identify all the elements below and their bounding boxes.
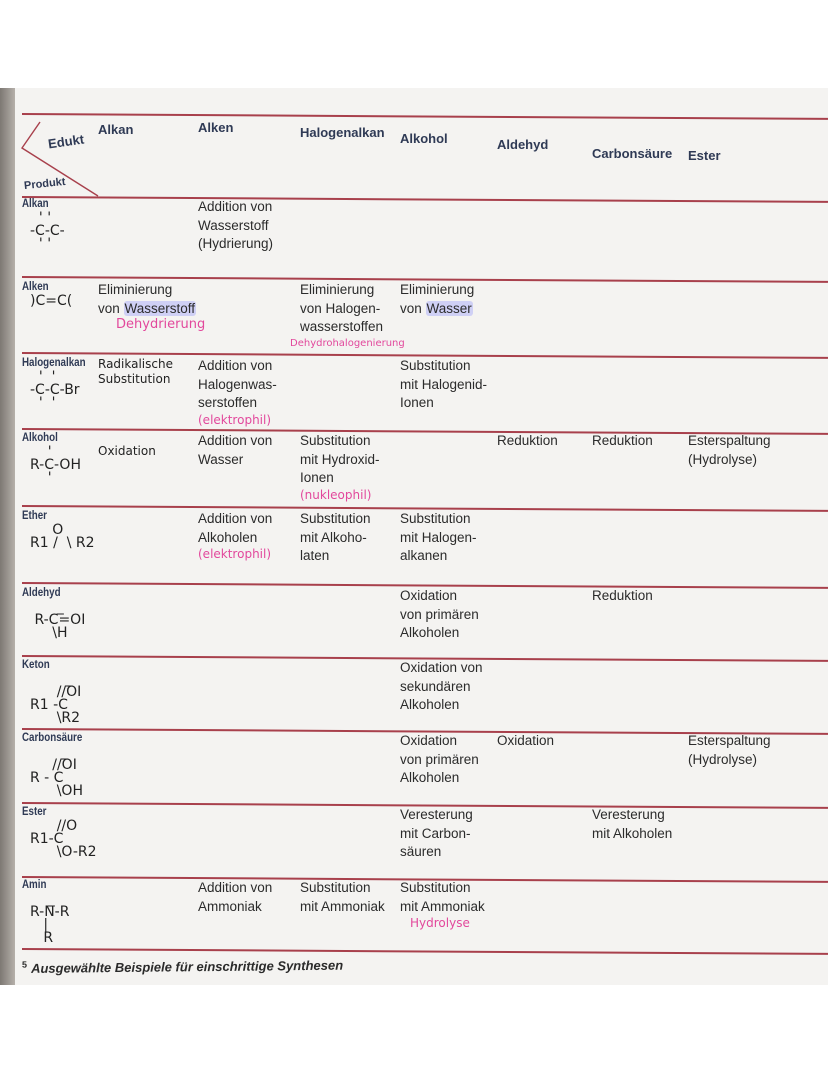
reaction-text-line: Eliminierung: [300, 282, 375, 297]
reaction-cell: [300, 879, 385, 916]
reaction-text-line: Alkoholen: [400, 770, 460, 785]
reaction-text-line: mit Ammoniak: [400, 898, 485, 914]
reaction-text-line: Oxidation: [497, 733, 555, 748]
row-label: Ether: [22, 510, 47, 522]
reaction-cell: [98, 357, 173, 387]
reaction-text-line: Oxidation von: [400, 660, 483, 675]
structural-formula: ' ' -C-C- ' ': [30, 210, 65, 252]
reaction-text-line: mit Halogenid-: [400, 376, 488, 392]
reaction-text-line: Substitution: [300, 880, 371, 895]
structural-formula: _ R-N-R | R: [30, 891, 70, 946]
reaction-cell: [497, 732, 554, 751]
handwritten-note: (elektrophil): [198, 547, 272, 561]
handwritten-note: (nukleophil): [300, 487, 372, 502]
reaction-text-line: laten: [300, 548, 330, 563]
reaction-cell: [497, 432, 558, 451]
reaction-cell: [300, 510, 371, 566]
reaction-text-line: Addition von: [198, 880, 273, 895]
row-label: Carbonsäure: [22, 732, 83, 744]
reaction-text-line: von primären: [400, 751, 479, 767]
reaction-text-line: wasserstoffen: [300, 319, 384, 334]
reaction-text-line: Addition von: [198, 511, 273, 526]
reaction-text-line: Addition von: [198, 199, 273, 214]
reaction-text-line: mit Hydroxid-: [300, 451, 380, 467]
reaction-text-line: Radikalische: [98, 357, 173, 371]
reaction-cell: [592, 806, 672, 843]
row-label: Alkan: [22, 198, 49, 210]
page-binding-edge: [0, 88, 15, 985]
reaction-text-line: (Hydrolyse): [688, 451, 758, 467]
column-header-aldehyd: Aldehyd: [497, 137, 549, 152]
column-header-ester: Ester: [688, 148, 721, 163]
reaction-text-line: mit Alkoho-: [300, 529, 367, 545]
reaction-text-line: alkanen: [400, 548, 448, 563]
handwritten-note: Dehydrierung: [116, 317, 206, 332]
reaction-text-line: von primären: [400, 606, 479, 622]
column-header-carbonsäure: Carbonsäure: [592, 146, 673, 161]
reaction-text-line: Substitution: [300, 433, 371, 448]
row-label: Ester: [22, 806, 47, 818]
reaction-text-line: Oxidation: [400, 588, 458, 603]
header-produkt: Produkt: [23, 175, 67, 193]
figure-caption: [22, 956, 343, 976]
reaction-cell: [198, 357, 277, 427]
reaction-text-line: Ionen: [400, 395, 434, 410]
row-label: Alkohol: [22, 432, 58, 444]
reaction-cell: [592, 587, 653, 606]
handwritten-note: Dehydrohalogenierung: [290, 337, 405, 349]
reaction-text-line: von Wasser: [400, 300, 472, 316]
reaction-cell: [400, 732, 479, 788]
structural-formula: O R1 / \ R2: [30, 522, 95, 551]
reaction-cell: [400, 587, 479, 643]
row-label: Aldehyd: [22, 587, 61, 599]
row-label: Amin: [22, 879, 47, 891]
reaction-text-line: Ionen: [300, 470, 334, 485]
reaction-text-line: Esterspaltung: [688, 433, 771, 448]
reaction-text-line: Halogenwas-: [198, 376, 277, 392]
reaction-text-line: mit Ammoniak: [300, 898, 385, 914]
row-label: Alken: [22, 281, 49, 293]
reaction-text-line: Reduktion: [592, 588, 653, 603]
reaction-cell: [400, 357, 487, 413]
structural-formula: )C=C(: [30, 293, 73, 309]
reaction-text-line: mit Halogen-: [400, 529, 477, 545]
reaction-text-line: Substitution: [98, 372, 171, 386]
structural-formula: ' R-C-OH ': [30, 444, 81, 486]
reaction-cell: [400, 659, 483, 715]
reaction-text-line: Addition von: [198, 358, 273, 373]
reaction-text-line: Alkoholen: [400, 625, 460, 640]
structural-formula: _ //OI R1 -C \R2: [30, 671, 82, 726]
row-label: Keton: [22, 659, 50, 671]
reaction-cell: [688, 432, 771, 469]
reaction-text-line: Reduktion: [497, 433, 558, 448]
reaction-text-line: serstoffen: [198, 395, 258, 410]
header-edukt: Edukt: [47, 131, 85, 152]
column-header-halogenalkan: Halogenalkan: [300, 125, 385, 140]
column-header-alkan: Alkan: [98, 122, 134, 137]
reaction-text-line: Addition von: [198, 433, 273, 448]
reaction-cell: [300, 432, 380, 502]
reaction-cell: [198, 432, 272, 469]
reaction-cell: [98, 444, 156, 459]
highlighted-text: Wasserstoff: [124, 300, 196, 316]
reaction-text-line: (Hydrolyse): [688, 751, 758, 767]
structural-formula: _ R-C=OI \H: [34, 599, 86, 641]
reaction-text-line: Ammoniak: [198, 898, 262, 914]
reaction-cell: [400, 281, 474, 318]
reaction-text-line: von Wasserstoff: [98, 300, 196, 316]
highlighted-text: Wasser: [426, 300, 472, 316]
reaction-cell: [400, 806, 473, 862]
caption-number: 5: [21, 959, 28, 970]
reaction-text-line: Eliminierung: [400, 282, 475, 297]
reaction-cell: [198, 198, 273, 254]
reaction-text-line: Wasser: [198, 451, 244, 467]
reaction-text-line: mit Alkoholen: [592, 825, 673, 841]
reaction-text-line: Oxidation: [400, 733, 458, 748]
reaction-text-line: mit Carbon-: [400, 825, 471, 841]
reaction-text-line: Wasserstoff: [198, 217, 269, 233]
reaction-cell: [98, 281, 205, 332]
reaction-text-line: Esterspaltung: [688, 733, 771, 748]
reaction-text-line: von Halogen-: [300, 300, 381, 316]
column-header-alkohol: Alkohol: [400, 131, 448, 146]
reaction-text-line: Substitution: [300, 511, 371, 526]
reaction-cell: [198, 879, 272, 916]
reaction-text-line: Veresterung: [592, 807, 665, 822]
reaction-text-line: Reduktion: [592, 433, 653, 448]
structural-formula: ' ' -C-C-Br ' ': [30, 369, 80, 411]
reaction-text-line: Veresterung: [400, 807, 473, 822]
structural-formula: _ //OI R - C \OH: [30, 744, 83, 799]
row-label: Halogenalkan: [22, 357, 86, 369]
column-header-alken: Alken: [198, 120, 234, 135]
reaction-cell: [400, 879, 485, 930]
reaction-text-line: Substitution: [400, 358, 471, 373]
reaction-text-line: (Hydrierung): [198, 236, 274, 251]
reaction-text-line: Alkoholen: [198, 529, 258, 545]
reaction-text-line: Alkoholen: [400, 697, 460, 712]
reaction-cell: [592, 432, 653, 451]
reaction-text-line: Eliminierung: [98, 282, 173, 297]
handwritten-note: (elektrophil): [198, 412, 272, 427]
reaction-text-line: Substitution: [400, 511, 471, 526]
caption-text: Ausgewählte Beispiele für einschrittige Synthesen: [30, 957, 344, 976]
header-diagonal-divider: [18, 120, 108, 200]
reaction-text-line: Oxidation: [98, 444, 156, 458]
structural-formula: //O R1-C \O-R2: [30, 818, 97, 860]
reaction-text-line: sekundären: [400, 678, 471, 694]
reaction-cell: [290, 281, 405, 351]
reaction-text-line: säuren: [400, 844, 442, 859]
reaction-cell: [198, 510, 272, 561]
reaction-cell: [400, 510, 477, 566]
handwritten-note: Hydrolyse: [410, 916, 470, 930]
reaction-cell: [688, 732, 771, 769]
reaction-text-line: Substitution: [400, 880, 471, 895]
